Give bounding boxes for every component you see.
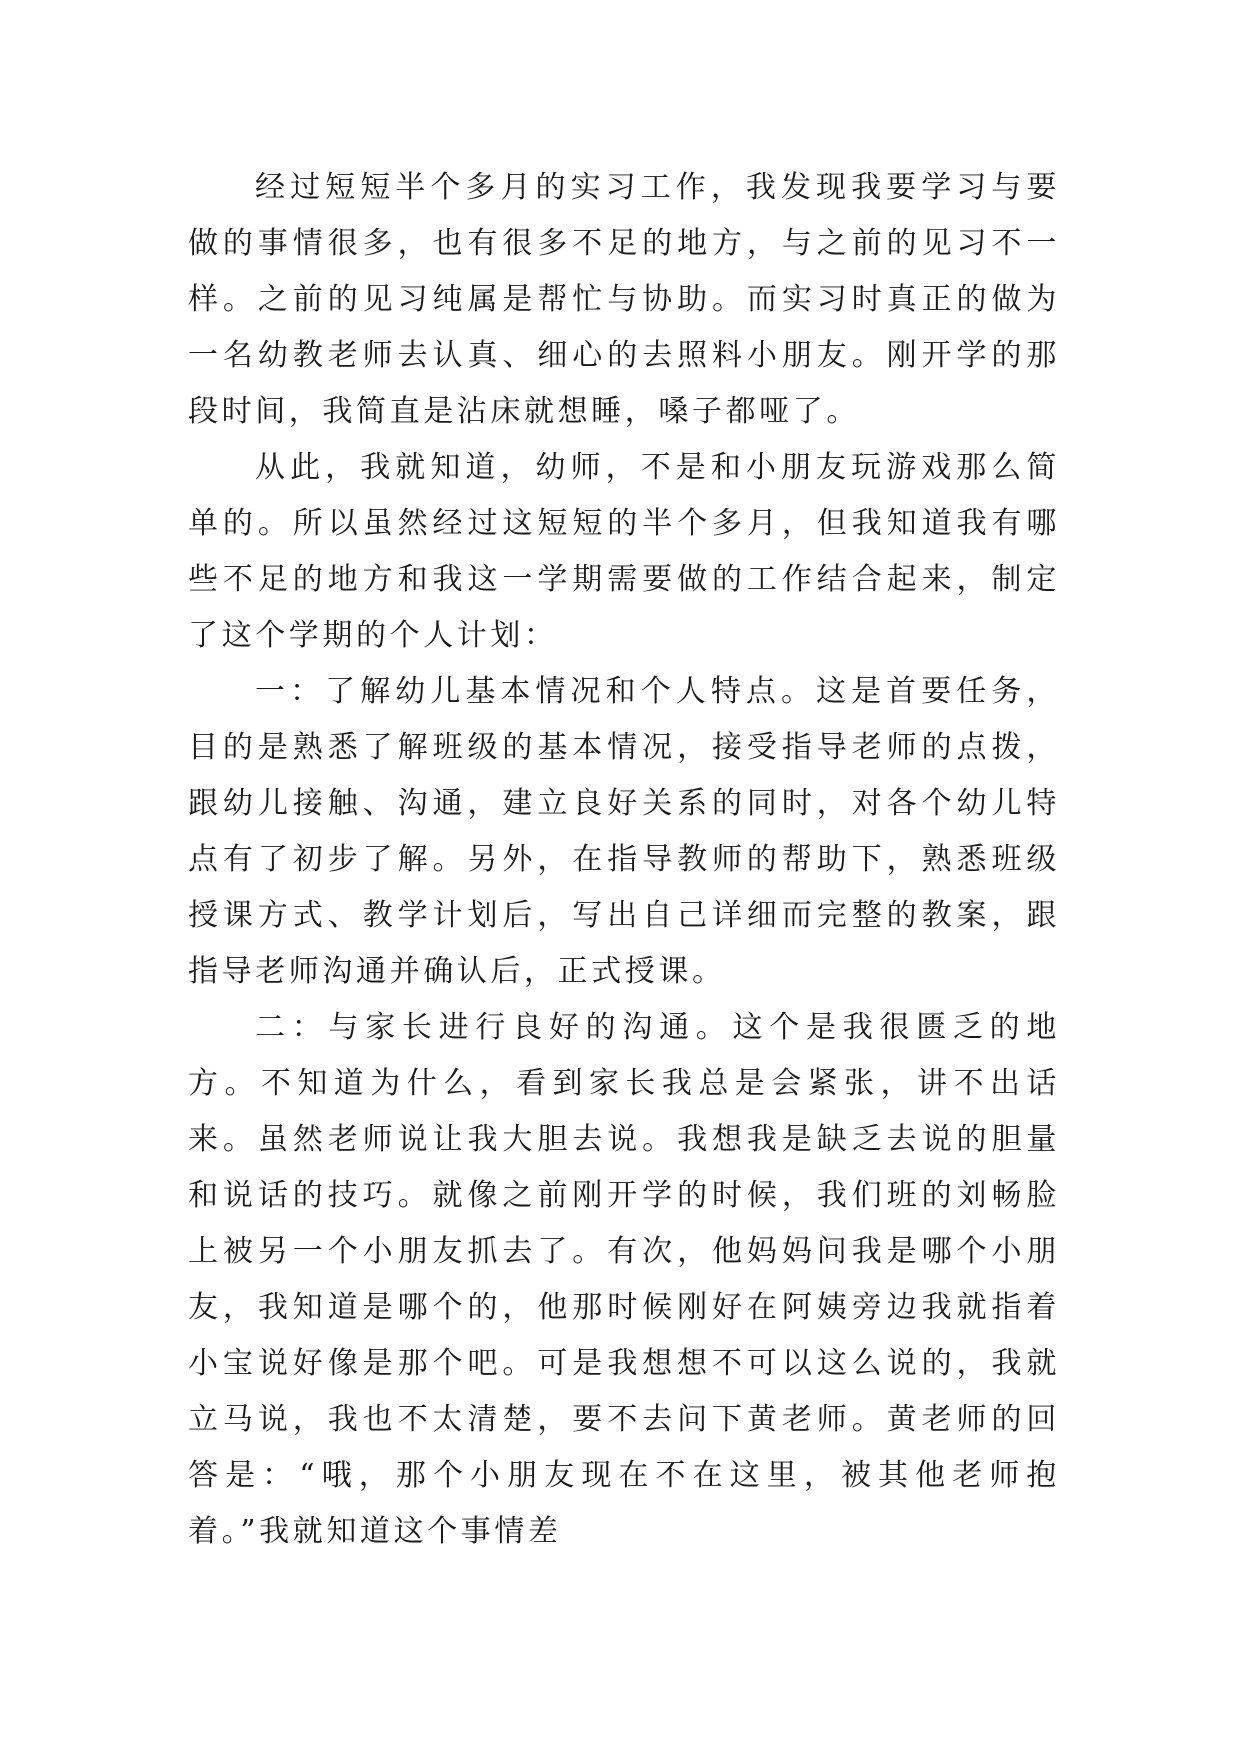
- document-body: [188, 160, 1060, 1560]
- paragraph-3: 一：了解幼儿基本情况和个人特点。这是首要任务，目的是熟悉了解班级的基本情况，接受指导老师的点拨，跟幼儿接触、沟通，建立良好关系的同时，对各个幼儿特点有了初步了解。另外，在指导教师的帮助下，熟悉班级授课方式、教学计划后，写出自己详细而完整的教案，跟指导老师沟通并确认后，正式授课。: [188, 674, 1060, 989]
- paragraph-1: 经过短短半个多月的实习工作，我发现我要学习与要做的事情很多，也有很多不足的地方，与之前的见习不一样。之前的见习纯属是帮忙与协助。而实习时真正的做为一名幼教老师去认真、细心的去照料小朋友。刚开学的那段时间，我简直是沾床就想睡，嗓子都哑了。: [188, 170, 1060, 429]
- paragraph-2: 从此，我就知道，幼师，不是和小朋友玩游戏那么简单的。所以虽然经过这短短的半个多月，但我知道我有哪些不足的地方和我这一学期需要做的工作结合起来，制定了这个学期的个人计划：: [188, 450, 1060, 653]
- paragraph-4: 二：与家长进行良好的沟通。这个是我很匮乏的地方。不知道为什么，看到家长我总是会紧张，讲不出话来。虽然老师说让我大胆去说。我想我是缺乏去说的胆量和说话的技巧。就像之前刚开学的时候，我们班的刘畅脸上被另一个小朋友抓去了。有次，他妈妈问我是哪个小朋友，我知道是哪个的，他那时候刚好在阿姨旁边我就指着小宝说好像是那个吧。可是我想想不可以这么说的，我就立马说，我也不太清楚，要不去问下黄老师。黄老师的回答是：“哦，那个小朋友现在不在这里，被其他老师抱着。”我就知道这个事情差: [188, 1010, 1060, 1549]
